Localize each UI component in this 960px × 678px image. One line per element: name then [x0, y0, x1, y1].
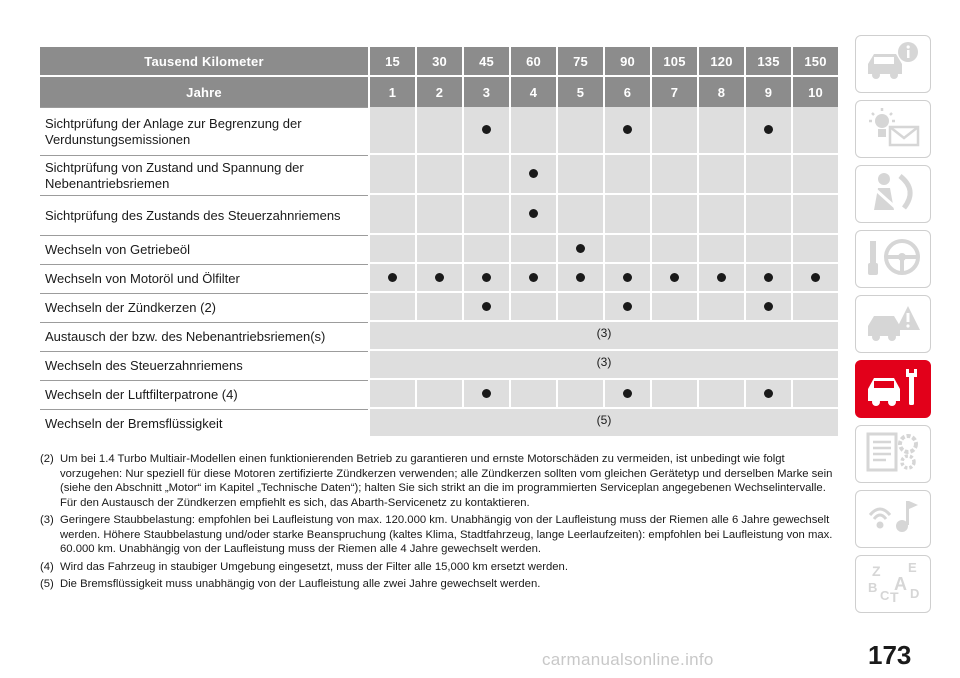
interval-cell: [603, 380, 650, 409]
year-header-cell: 7: [650, 77, 697, 107]
footnote-ref: (5): [40, 578, 54, 590]
km-header-cell: 15: [368, 47, 415, 77]
interval-cell: [368, 235, 415, 264]
interval-cell: [791, 235, 838, 264]
km-header-label: Tausend Kilometer: [40, 47, 368, 77]
interval-cell: [603, 195, 650, 235]
index-letter: C: [880, 587, 890, 603]
km-header-cell: 135: [744, 47, 791, 77]
year-header-cell: 4: [509, 77, 556, 107]
footnote-ref: (2): [40, 453, 54, 465]
service-dot-icon: [529, 169, 538, 178]
service-label: Wechseln von Getriebeöl: [40, 235, 368, 264]
span-note-cell: (3): [368, 322, 838, 351]
footnote: [40, 577, 840, 592]
interval-cell: [509, 293, 556, 322]
footnote-text: Die Bremsflüssigkeit muss unabhängig von der Laufleistung alle zwei Jahre gewechselt werden.: [60, 578, 541, 590]
interval-cell: [603, 107, 650, 155]
interval-cell: [368, 293, 415, 322]
interval-cell: [744, 107, 791, 155]
starting-driving-icon: [864, 235, 922, 284]
interval-cell: [791, 155, 838, 195]
service-dot-icon: [670, 273, 679, 282]
service-dot-icon: [764, 125, 773, 134]
interval-cell: [509, 264, 556, 293]
interval-cell: [697, 235, 744, 264]
km-header-cell: 90: [603, 47, 650, 77]
service-dot-icon: [388, 273, 397, 282]
emergency-icon: [864, 300, 922, 349]
chapter-tab[interactable]: [855, 360, 931, 418]
table-row: [40, 195, 838, 235]
footnotes: [40, 452, 840, 595]
km-header-cell: 120: [697, 47, 744, 77]
service-dot-icon: [482, 125, 491, 134]
interval-cell: [368, 264, 415, 293]
interval-cell: [509, 195, 556, 235]
service-dot-icon: [764, 389, 773, 398]
km-header-cell: 105: [650, 47, 697, 77]
km-header-cell: 60: [509, 47, 556, 77]
index-letter: Z: [872, 562, 881, 579]
service-dot-icon: [764, 273, 773, 282]
table-row: [40, 107, 838, 155]
interval-cell: [697, 380, 744, 409]
interval-cell: [556, 264, 603, 293]
table-row: [40, 235, 838, 264]
service-dot-icon: [623, 125, 632, 134]
interval-cell: [650, 195, 697, 235]
interval-cell: [509, 380, 556, 409]
interval-cell: [368, 380, 415, 409]
footnote: [40, 560, 840, 575]
index-letter: B: [868, 579, 878, 595]
year-header-cell: 8: [697, 77, 744, 107]
interval-cell: [650, 155, 697, 195]
interval-cell: [509, 107, 556, 155]
maintenance-schedule-table: [40, 47, 838, 438]
safety-airbag-icon: [864, 170, 922, 219]
chapter-tab[interactable]: [855, 230, 931, 288]
index-letter: T: [890, 588, 899, 604]
multimedia-icon: [864, 495, 922, 544]
table-row: [40, 380, 838, 409]
service-label: Wechseln der Zündkerzen (2): [40, 293, 368, 322]
interval-cell: [744, 155, 791, 195]
km-header-cell: 75: [556, 47, 603, 77]
footnote-text: Wird das Fahrzeug in staubiger Umgebung eingesetzt, muss der Filter alle 15,000 km ersetzt werden.: [60, 560, 568, 573]
chapter-tab[interactable]: [855, 100, 931, 158]
km-header-row: [40, 47, 838, 77]
index-letter: A: [894, 573, 907, 594]
index-letter: E: [908, 559, 917, 575]
interval-cell: [697, 107, 744, 155]
service-label: Sichtprüfung der Anlage zur Begrenzung der Verdunstungsemissionen: [40, 107, 368, 155]
interval-cell: [509, 155, 556, 195]
table-row: [40, 155, 838, 195]
service-dot-icon: [529, 273, 538, 282]
interval-cell: [368, 155, 415, 195]
km-header-cell: 150: [791, 47, 838, 77]
interval-cell: [650, 107, 697, 155]
year-header-cell: 3: [462, 77, 509, 107]
table-row: [40, 322, 838, 351]
footnote-ref: (4): [40, 560, 54, 573]
interval-cell: [791, 293, 838, 322]
interval-cell: [650, 293, 697, 322]
interval-cell: [415, 107, 462, 155]
interval-cell: [556, 380, 603, 409]
years-header-row: [40, 77, 838, 107]
service-dot-icon: [811, 273, 820, 282]
warning-lights-icon: [864, 105, 922, 154]
service-dot-icon: [482, 302, 491, 311]
footnote-ref: (3): [40, 514, 54, 526]
interval-cell: [744, 235, 791, 264]
service-label: Wechseln von Motoröl und Ölfilter: [40, 264, 368, 293]
car-info-icon: [864, 40, 922, 89]
interval-cell: [415, 293, 462, 322]
year-header-cell: 10: [791, 77, 838, 107]
chapter-tabs: [855, 35, 931, 620]
interval-cell: [415, 380, 462, 409]
interval-cell: [556, 235, 603, 264]
interval-cell: [462, 380, 509, 409]
interval-cell: [556, 107, 603, 155]
interval-cell: [509, 235, 556, 264]
interval-cell: [603, 264, 650, 293]
interval-cell: [556, 155, 603, 195]
interval-cell: [744, 195, 791, 235]
table-row: [40, 351, 838, 380]
interval-cell: [791, 107, 838, 155]
interval-cell: [462, 195, 509, 235]
interval-cell: [415, 264, 462, 293]
year-header-cell: 5: [556, 77, 603, 107]
footnote: [40, 452, 840, 510]
interval-cell: [650, 235, 697, 264]
service-dot-icon: [717, 273, 726, 282]
service-dot-icon: [435, 273, 444, 282]
watermark: carmanualsonline.info: [542, 650, 714, 669]
table-row: [40, 293, 838, 322]
interval-cell: [603, 155, 650, 195]
interval-cell: [697, 264, 744, 293]
service-dot-icon: [576, 273, 585, 282]
chapter-tab[interactable]: [855, 35, 931, 93]
interval-cell: [697, 195, 744, 235]
interval-cell: [462, 293, 509, 322]
interval-cell: [650, 380, 697, 409]
service-dot-icon: [623, 389, 632, 398]
service-label: Sichtprüfung von Zustand und Spannung der Nebenantriebsriemen: [40, 155, 368, 195]
km-header-cell: 30: [415, 47, 462, 77]
service-dot-icon: [764, 302, 773, 311]
interval-cell: [744, 380, 791, 409]
year-header-cell: 9: [744, 77, 791, 107]
service-dot-icon: [482, 389, 491, 398]
footnote: [40, 513, 840, 557]
index-letter: D: [910, 585, 920, 601]
span-note-cell: (3): [368, 351, 838, 380]
service-label: Wechseln des Steuerzahnriemens: [40, 351, 368, 380]
service-dot-icon: [529, 209, 538, 218]
service-dot-icon: [482, 273, 491, 282]
interval-cell: [791, 195, 838, 235]
service-dot-icon: [623, 302, 632, 311]
chapter-tab[interactable]: [855, 425, 931, 483]
interval-cell: [415, 155, 462, 195]
service-label: Austausch der bzw. des Nebenantriebsriemen(s): [40, 322, 368, 351]
table-row: [40, 409, 838, 438]
year-header-cell: 1: [368, 77, 415, 107]
interval-cell: [415, 235, 462, 264]
service-label: Wechseln der Bremsflüssigkeit: [40, 409, 368, 438]
interval-cell: [603, 293, 650, 322]
chapter-tab[interactable]: [855, 555, 931, 613]
interval-cell: [462, 264, 509, 293]
interval-cell: [462, 107, 509, 155]
year-header-cell: 2: [415, 77, 462, 107]
chapter-tab[interactable]: [855, 295, 931, 353]
interval-cell: [462, 155, 509, 195]
service-dot-icon: [576, 244, 585, 253]
interval-cell: [368, 195, 415, 235]
chapter-tab[interactable]: [855, 490, 931, 548]
chapter-tab[interactable]: [855, 165, 931, 223]
interval-cell: [697, 293, 744, 322]
footnote-text: Um bei 1.4 Turbo Multiair-Modellen einen funktionierenden Betrieb zu garantieren und ernste Motorschäden zu vermeiden, ist unbedingt wie folgt vorzugehen: Nur speziell für diese Motoren zertifizierte Zündkerzen verwenden; alle Zündkerzen sollten vom gleichen Gerätetyp und derselben Marke sein (siehe den Abschnitt „Motor“ im Kapitel „Technische Daten“); halten Sie sich strikt an die im programmierten Serviceplan angegebenen Wechselintervalle. Für den Austausch der Zündkerzen empfiehlt es sich, das Abarth-Servicenetz zu kontaktieren.: [60, 453, 833, 509]
interval-cell: [744, 293, 791, 322]
interval-cell: [791, 380, 838, 409]
index-icon: [864, 560, 922, 609]
interval-cell: [368, 107, 415, 155]
interval-cell: [791, 264, 838, 293]
interval-cell: [556, 293, 603, 322]
interval-cell: [415, 195, 462, 235]
service-label: Wechseln der Luftfilterpatrone (4): [40, 380, 368, 409]
interval-cell: [697, 155, 744, 195]
footnote-text: Geringere Staubbelastung: empfohlen bei Laufleistung von max. 120.000 km. Unabhängig von der Laufleistung muss der Riemen alle 6 Jahre gewechselt werden. Höhere Staubbelastung und/oder starke Beanspruchung (kaltes Klima, Stadtfahrzeug, lange Leerlaufzeiten): empfohlen bei Laufleistung von max. 60.000 km. Unabhängig von der Laufleistung muss der Riemen alle 4 Jahre gewechselt werden.: [60, 514, 833, 555]
technical-data-icon: [864, 430, 922, 479]
span-note-cell: (5): [368, 409, 838, 438]
years-header-label: Jahre: [40, 77, 368, 107]
service-label: Sichtprüfung des Zustands des Steuerzahnriemens: [40, 195, 368, 235]
km-header-cell: 45: [462, 47, 509, 77]
table-row: [40, 264, 838, 293]
interval-cell: [603, 235, 650, 264]
interval-cell: [556, 195, 603, 235]
year-header-cell: 6: [603, 77, 650, 107]
maintenance-icon: [864, 365, 922, 414]
service-dot-icon: [623, 273, 632, 282]
interval-cell: [462, 235, 509, 264]
interval-cell: [650, 264, 697, 293]
page-number: 173: [868, 640, 912, 670]
interval-cell: [744, 264, 791, 293]
